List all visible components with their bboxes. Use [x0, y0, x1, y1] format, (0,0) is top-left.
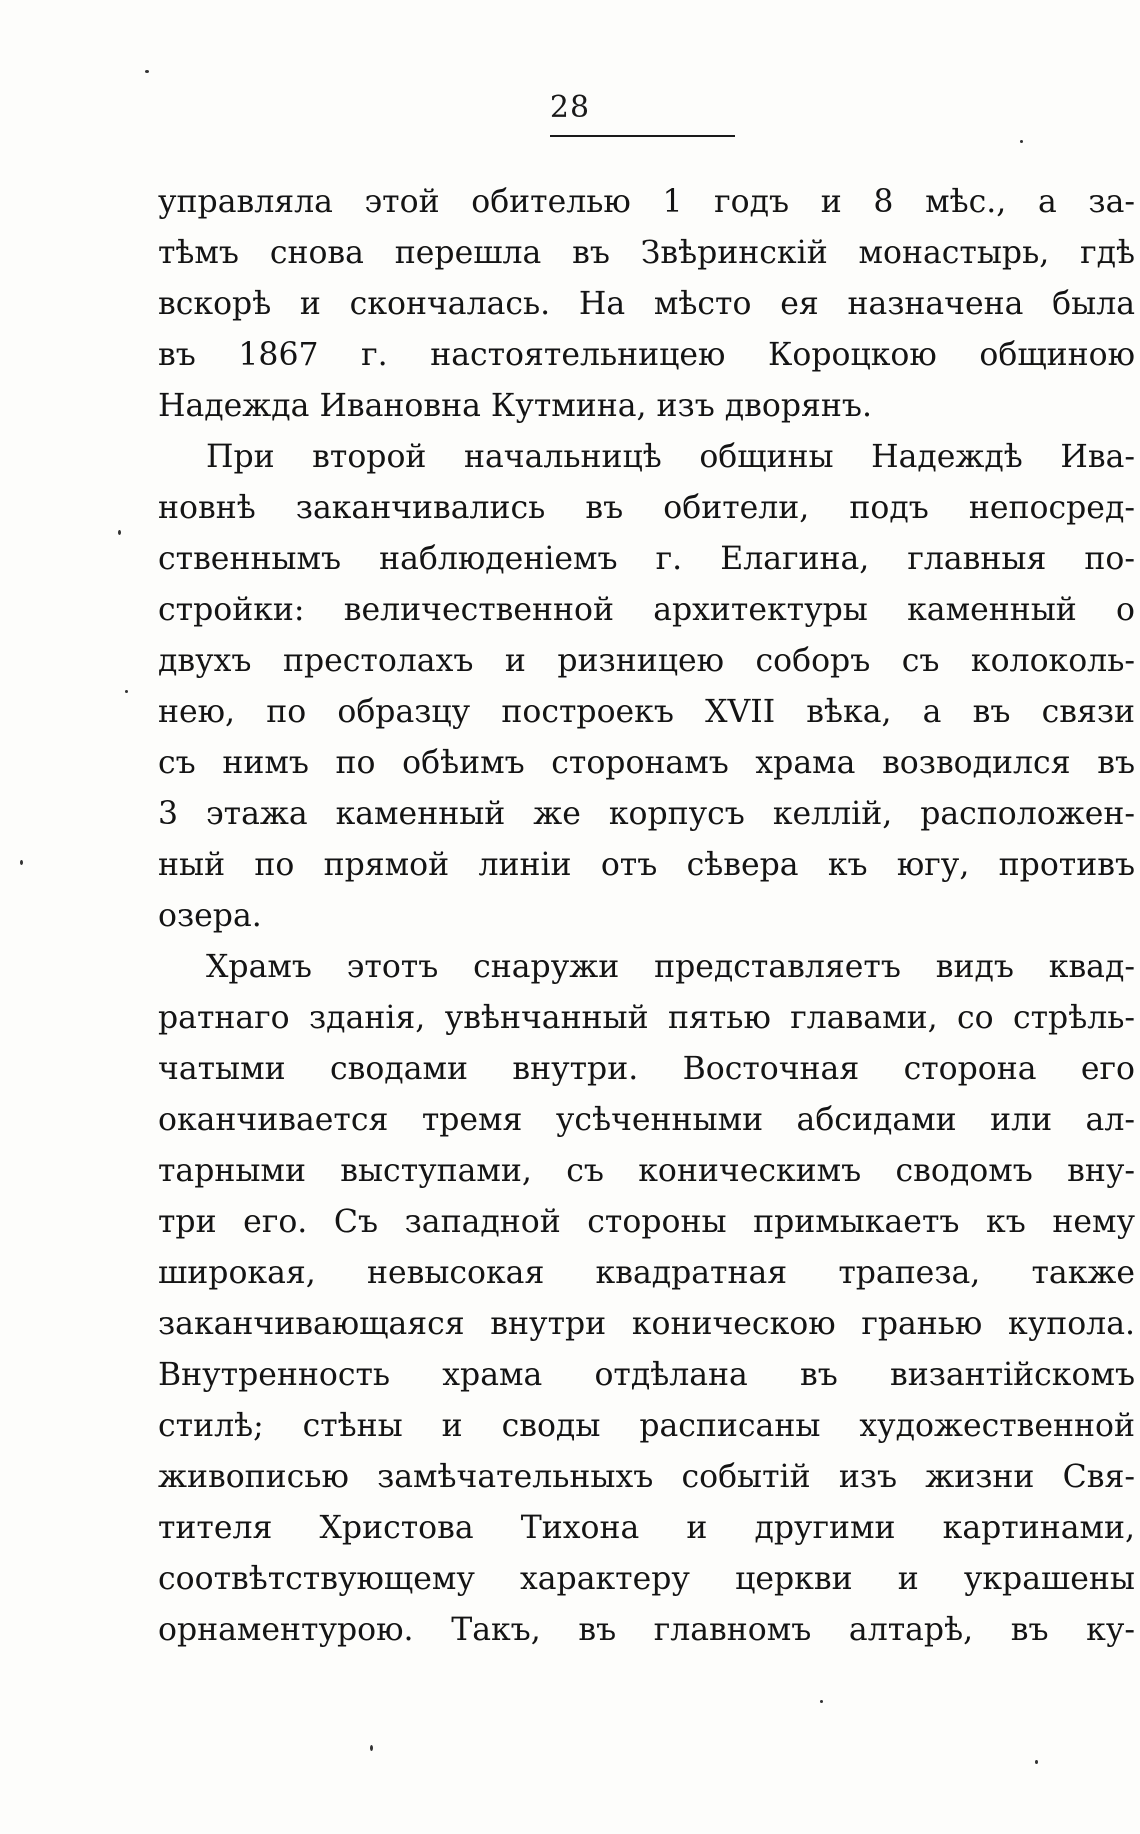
- scan-speck: [125, 690, 128, 693]
- scan-speck: [118, 530, 121, 535]
- text-line: двухъ престолахъ и ризницею соборъ съ колоколь-: [158, 643, 1135, 679]
- text-line: ственнымъ наблюденіемъ г. Елагина, главныя по-: [158, 541, 1135, 577]
- text-line: 3 этажа каменный же корпусъ келлій, расположен-: [158, 796, 1135, 832]
- page-number: 28: [549, 90, 591, 125]
- text-line: тарными выступами, съ коническимъ сводомъ вну-: [158, 1153, 1135, 1189]
- scan-speck: [145, 70, 149, 73]
- header-rule: [550, 135, 735, 137]
- text-line: озера.: [158, 898, 262, 934]
- text-line: Надежда Ивановна Кутмина, изъ дворянъ.: [158, 388, 872, 424]
- text-line: въ 1867 г. настоятельницею Короцкою общиною: [158, 337, 1135, 373]
- text-line: чатыми сводами внутри. Восточная сторона его: [158, 1051, 1135, 1087]
- text-line: нею, по образцу построекъ XVII вѣка, а въ связи: [158, 694, 1135, 730]
- text-line: широкая, невысокая квадратная трапеза, также: [158, 1255, 1135, 1291]
- text-line: При второй начальницѣ общины Надеждѣ Ива-: [206, 439, 1135, 475]
- text-line: три его. Съ западной стороны примыкаетъ къ нему: [158, 1204, 1135, 1240]
- scan-speck: [1035, 1760, 1038, 1764]
- text-line: управляла этой обителью 1 годъ и 8 мѣс., а за-: [158, 184, 1135, 220]
- text-line: тѣмъ снова перешла въ Звѣринскій монастырь, гдѣ: [158, 235, 1135, 271]
- text-line: ный по прямой линіи отъ сѣвера къ югу, противъ: [158, 847, 1135, 883]
- text-line: тителя Христова Тихона и другими картинами,: [158, 1510, 1135, 1546]
- text-line: оканчивается тремя усѣченными абсидами или ал-: [158, 1102, 1135, 1138]
- text-line: заканчивающаяся внутри коническою гранью купола.: [158, 1306, 1135, 1342]
- text-line: живописью замѣчательныхъ событій изъ жизни Свя-: [158, 1459, 1135, 1495]
- scan-speck: [820, 1700, 823, 1703]
- text-line: ратнаго зданія, увѣнчанный пятью главами, со стрѣль-: [158, 1000, 1135, 1036]
- text-line: Внутренность храма отдѣлана въ византійскомъ: [158, 1357, 1135, 1393]
- text-line: стройки: величественной архитектуры каменный о: [158, 592, 1135, 628]
- text-line: соотвѣтствующему характеру церкви и украшены: [158, 1561, 1135, 1597]
- scan-speck: [1020, 140, 1023, 143]
- body-text: [158, 177, 1135, 1656]
- scan-speck: [20, 860, 23, 865]
- text-line: Храмъ этотъ снаружи представляетъ видъ квад-: [206, 949, 1135, 985]
- scan-speck: [370, 1745, 373, 1751]
- text-line: новнѣ заканчивались въ обители, подъ непосред-: [158, 490, 1135, 526]
- text-line: вскорѣ и скончалась. На мѣсто ея назначена была: [158, 286, 1135, 322]
- text-line: стилѣ; стѣны и своды расписаны художественной: [158, 1408, 1135, 1444]
- text-line: съ нимъ по обѣимъ сторонамъ храма возводился въ: [158, 745, 1135, 781]
- text-line: орнаментурою. Такъ, въ главномъ алтарѣ, въ ку-: [158, 1612, 1135, 1648]
